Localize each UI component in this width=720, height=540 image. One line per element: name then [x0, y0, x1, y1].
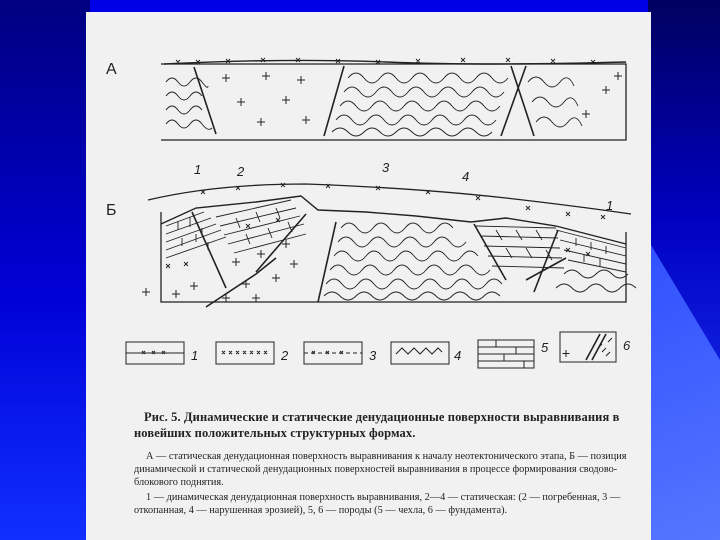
panel-a-faults	[194, 66, 534, 136]
profile-number-2: 2	[237, 164, 245, 179]
legend-number-6: 6	[623, 338, 631, 353]
legend	[126, 332, 631, 368]
panel-b-static-surface	[161, 196, 626, 244]
legend-item-5	[478, 340, 549, 368]
legend-number-5: 5	[541, 340, 549, 355]
panel-b-label: Б	[106, 202, 117, 219]
caption-line-2: 1 — динамическая денудационная поверхность выравнивания, 2—4 — статическая: (2 — погребенная, 3 — откопанная, 4 — нарушенная эрозией), 5, 6 — породы (5 — чехла, 6 — фундамента).	[134, 491, 621, 516]
left-background-shade	[0, 0, 90, 540]
profile-number-4: 4	[462, 169, 470, 184]
legend-item-2	[216, 342, 289, 364]
caption-title: Рис. 5. Динамические и статические денудационные поверхности выравнивания в новейших положительных структурных формах.	[134, 410, 620, 440]
panel-b-dynamic-surface	[148, 184, 631, 214]
legend-item-4	[391, 342, 461, 364]
legend-item-1	[126, 342, 198, 364]
panel-b-bedded-blocks	[166, 200, 626, 272]
panel-b-cross-marks	[166, 183, 605, 268]
geological-figure	[86, 12, 651, 407]
legend-item-6	[560, 332, 631, 362]
panel-a	[106, 58, 626, 140]
panel-a-label: А	[106, 61, 117, 78]
legend-item-3	[304, 342, 377, 364]
profile-number-1-right: 1	[606, 198, 614, 213]
caption-body	[134, 451, 634, 517]
figure-caption	[134, 410, 634, 520]
legend-number-3: 3	[369, 348, 377, 363]
scanned-page	[86, 12, 651, 540]
legend-number-4: 4	[454, 348, 462, 363]
panel-b	[106, 160, 636, 307]
profile-number-1: 1	[194, 162, 202, 177]
legend-number-2: 2	[281, 348, 289, 363]
profile-number-3: 3	[382, 160, 390, 175]
caption-line-1: А — статическая денудационная поверхность выравнивания к началу неотектонического этапа, Б — позиция динамической и статической денудационных поверхностей выравнивания в процессе формирования сводово-блокового поднятия.	[134, 451, 627, 488]
legend-number-1: 1	[191, 348, 199, 363]
right-background-shade	[648, 0, 720, 540]
